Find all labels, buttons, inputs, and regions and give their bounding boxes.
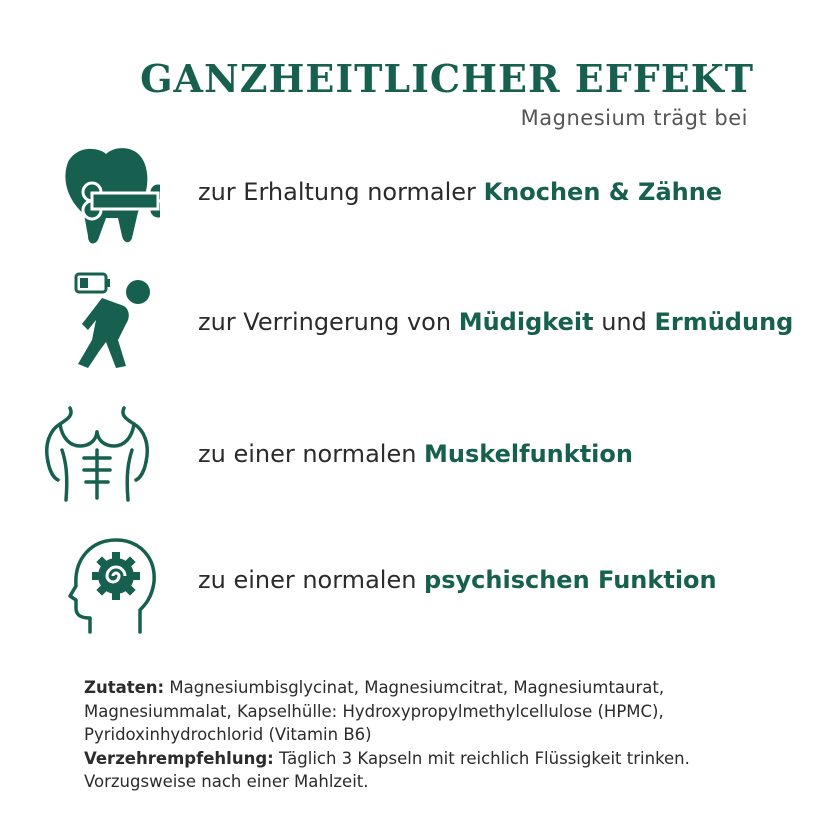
benefit-row-fatigue — [0, 270, 840, 380]
product-info — [84, 676, 764, 794]
benefit-row-bones — [0, 140, 840, 250]
benefit-row-muscle — [0, 402, 840, 512]
benefit-text: zu einer normalen psychischen Funktion — [198, 566, 717, 594]
ingredients-text: Magnesiumbisglycinat, Magnesiumcitrat, Magnesiumtaurat, Magnesiummalat, Kapselhülle: Hydroxypropylmethylcellulose (HPMC), Pyridoxinhydrochlorid (Vitamin B6) — [84, 678, 665, 744]
benefit-text: zur Verringerung von Müdigkeit und Ermüdung — [198, 308, 794, 336]
dosage-label: Verzehrempfehlung: — [84, 748, 274, 768]
tooth-bone-icon — [40, 140, 160, 250]
dosage-text: Täglich 3 Kapseln mit reichlich Flüssigkeit trinken. Vorzugsweise nach einer Mahlzeit. — [84, 748, 690, 791]
benefit-text: zur Erhaltung normaler Knochen & Zähne — [198, 178, 723, 206]
tired-person-icon — [40, 270, 160, 380]
head-gear-icon — [40, 528, 160, 638]
page-subtitle: Magnesium trägt bei — [520, 106, 748, 130]
page-title: GANZHEITLICHER EFFEKT — [140, 56, 754, 101]
ingredients-label: Zutaten: — [84, 678, 165, 697]
muscle-torso-icon — [40, 402, 160, 512]
benefit-text: zu einer normalen Muskelfunktion — [198, 440, 633, 468]
benefit-row-psychic — [0, 528, 840, 638]
